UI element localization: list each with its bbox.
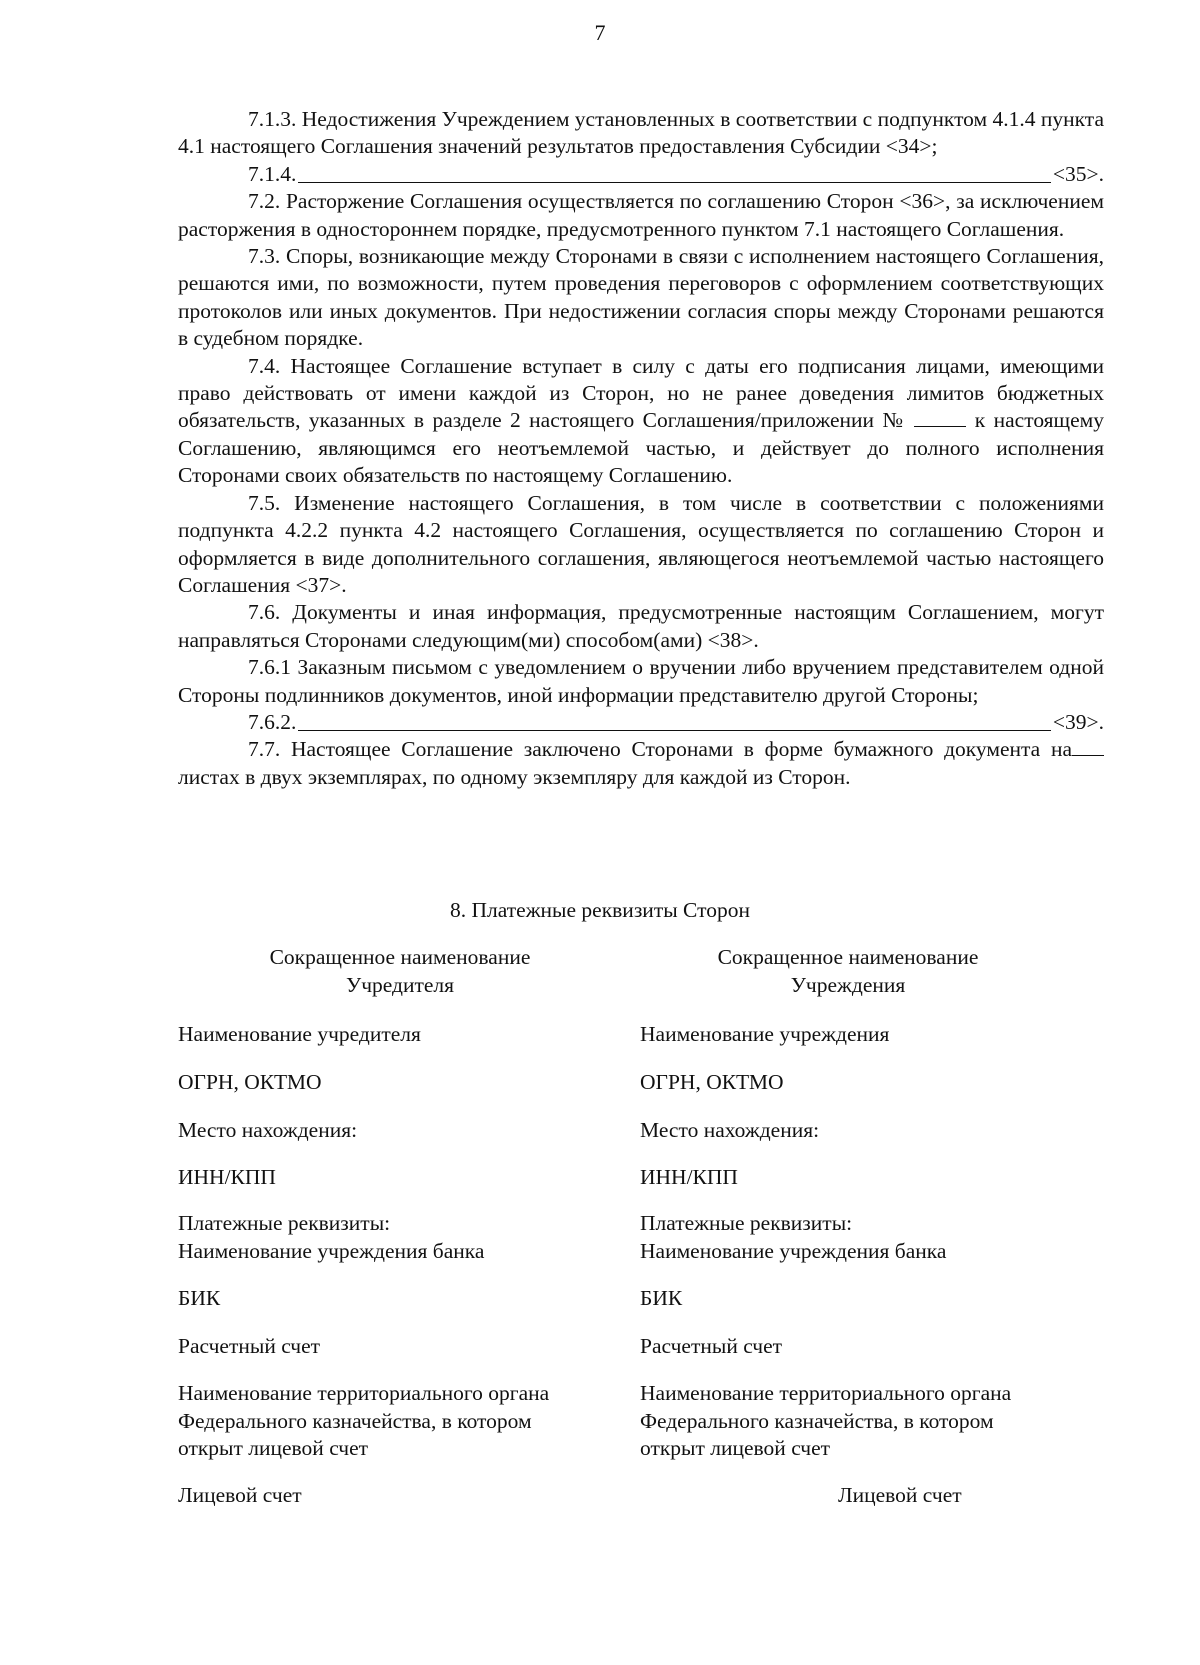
founder-account-label: Расчетный счет (178, 1334, 321, 1358)
fill-in-line[interactable] (298, 181, 1050, 183)
paragraph-7-1-4-number: 7.1.4. (248, 161, 297, 186)
page-number: 7 (594, 20, 606, 45)
institution-bik-label: БИК (640, 1286, 683, 1310)
institution-heading-line-2: Учреждения (790, 973, 906, 997)
founder-bank-label: Наименование учреждения банка (178, 1238, 485, 1263)
founder-location-label: Место нахождения: (178, 1118, 358, 1142)
institution-ogrn-label: ОГРН, ОКТМО (640, 1070, 784, 1094)
founder-heading-line-1: Сокращенное наименование (269, 945, 531, 969)
sheet-count-blank[interactable] (1072, 754, 1104, 756)
paragraph-7-4-part-a: 7.4. Настоящее Соглашение вступает в силу с даты его подписания лицами, имеющими право действовать от имени каждой из Сторон, но не ранее доведения лимитов бюджетных обязательств, указанных в разделе 2 настоящего Соглашения/приложении № (178, 353, 1104, 433)
founder-payment-details (178, 1210, 484, 1265)
paragraph-7-6: 7.6. Документы и иная информация, предусмотренные настоящим Соглашением, могут направляться Сторонами следующим(ми) способом(ами) <38>. (178, 600, 1104, 652)
paragraph-7-4-part-b: к настоящему Соглашению, являющимся его неотъемлемой частью, и действует до полного исполнения Сторонами своих обязательств по настоящему Соглашению. (178, 408, 1104, 488)
paragraph-7-7-part-b: листах в двух экземплярах, по одному экземпляру для каждой из Сторон. (178, 764, 851, 789)
institution-name-label: Наименование учреждения (640, 1022, 890, 1046)
founder-bik-label: БИК (178, 1286, 221, 1310)
founder-treasury-line-3: открыт лицевой счет (178, 1436, 369, 1461)
paragraph-7-3: 7.3. Споры, возникающие между Сторонами в связи с исполнением настоящего Соглашения, решаются ими, по возможности, путем проведения переговоров с оформлением соответствующих протоколов или иных документов. При недостижении согласия споры между Сторонами решаются в судебном порядке. (178, 244, 1104, 351)
institution-personal-account-label: Лицевой счет (838, 1483, 962, 1507)
paragraph-7-7 (178, 736, 1104, 791)
fill-in-line[interactable] (298, 729, 1050, 731)
founder-ogrn-label: ОГРН, ОКТМО (178, 1070, 322, 1094)
paragraph-7-1-4 (178, 161, 1104, 188)
founder-heading-line-2: Учредителя (345, 973, 455, 997)
paragraph-7-1-3: 7.1.3. Недостижения Учреждением установленных в соответствии с подпунктом 4.1.4 пункта 4.1 настоящего Соглашения значений результатов предоставления Субсидии <34>; (178, 107, 1105, 159)
institution-treasury-line-1: Наименование территориального органа (640, 1381, 1012, 1405)
paragraph-7-4 (178, 353, 1104, 490)
institution-heading-line-1: Сокращенное наименование (717, 945, 979, 969)
founder-inn-label: ИНН/КПП (178, 1165, 276, 1189)
institution-bank-label: Наименование учреждения банка (640, 1238, 947, 1263)
founder-treasury-line-2: Федерального казначейства, в котором (178, 1408, 532, 1433)
institution-account-label: Расчетный счет (640, 1334, 783, 1358)
founder-name-label: Наименование учредителя (178, 1022, 421, 1046)
paragraph-7-2: 7.2. Расторжение Соглашения осуществляется по соглашению Сторон <36>, за исключением расторжения в одностороннем порядке, предусмотренного пунктом 7.1 настоящего Соглашения. (178, 189, 1104, 241)
institution-location-label: Место нахождения: (640, 1118, 820, 1142)
founder-payment-label: Платежные реквизиты: (178, 1211, 391, 1235)
founder-column-heading (220, 943, 580, 999)
paragraph-7-5: 7.5. Изменение настоящего Соглашения, в том числе в соответствии с положениями подпункта 4.2.2 пункта 4.2 настоящего Соглашения, осуществляется по соглашению Сторон и оформляется в виде дополнительного соглашения, являющегося неотъемлемой частью настоящего Соглашения <37>. (178, 490, 1104, 597)
footnote-ref-35: <35>. (1052, 161, 1104, 186)
paragraph-7-7-part-a: 7.7. Настоящее Соглашение заключено Сторонами в форме бумажного документа на (248, 737, 1072, 762)
institution-treasury-line-2: Федерального казначейства, в котором (640, 1408, 994, 1433)
agreement-body (178, 106, 1104, 791)
founder-treasury-line-1: Наименование территориального органа (178, 1381, 550, 1405)
paragraph-7-6-2-number: 7.6.2. (248, 709, 297, 734)
institution-treasury-line-3: открыт лицевой счет (640, 1436, 831, 1461)
paragraph-7-6-2 (178, 709, 1104, 736)
founder-treasury-details (178, 1380, 549, 1463)
institution-treasury-details (640, 1380, 1011, 1463)
founder-personal-account-label: Лицевой счет (178, 1483, 302, 1507)
section-8-title: 8. Платежные реквизиты Сторон (450, 898, 750, 922)
institution-inn-label: ИНН/КПП (640, 1165, 738, 1189)
paragraph-7-6-1: 7.6.1 Заказным письмом с уведомлением о вручении либо вручением представителем одной Стороны подлинников документов, иной информации представителю другой Стороны; (178, 655, 1104, 707)
institution-payment-details (640, 1210, 946, 1265)
institution-payment-label: Платежные реквизиты: (640, 1211, 853, 1235)
appendix-number-blank[interactable] (914, 425, 966, 427)
institution-column-heading (668, 943, 1028, 999)
footnote-ref-39: <39>. (1052, 709, 1104, 734)
